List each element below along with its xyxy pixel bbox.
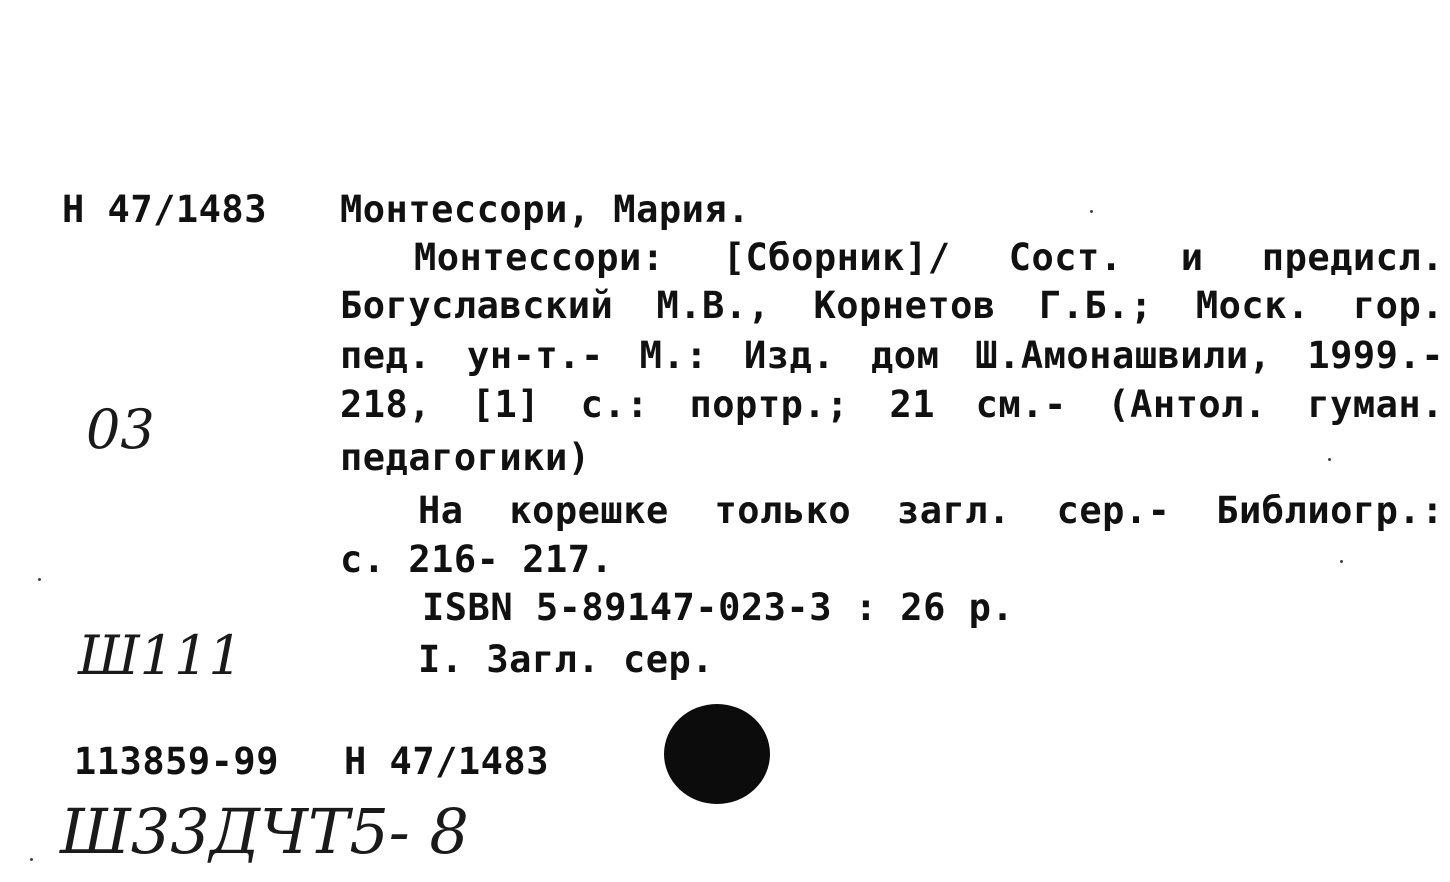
handwritten-code-3: Ш33ДЧТ5- 8 [60, 795, 469, 868]
body-line: пед. ун-т.- М.: Изд. дом Ш.Амонашвили, 1999.- [340, 334, 1444, 377]
scan-speck [30, 858, 33, 861]
scan-speck [38, 578, 41, 581]
scan-speck [1090, 210, 1093, 213]
series-entry: I. Загл. сер. [418, 638, 715, 681]
body-line: Монтессори: [Сборник]/ Сост. и предисл. [414, 236, 1444, 279]
note-line: с. 216- 217. [340, 538, 614, 581]
punch-hole [664, 704, 770, 804]
call-number-bottom: Н 47/1483 [344, 740, 549, 783]
body-line: Богуславский М.В., Корнетов Г.Б.; Моск. гор. [340, 284, 1444, 327]
scan-speck [1328, 458, 1331, 461]
handwritten-code-2: Ш111 [78, 624, 243, 687]
isbn-line: ISBN 5-89147-023-3 : 26 р. [422, 586, 1015, 629]
note-line: На корешке только загл. сер.- Библиогр.: [418, 489, 1444, 532]
heading: Монтессори, Мария. [340, 188, 750, 231]
inventory-number: 113859-99 [74, 740, 279, 783]
scan-speck [1340, 560, 1343, 563]
body-line: педагогики) [340, 436, 591, 479]
body-line: 218, [1] с.: портр.; 21 см.- (Антол. гуман. [340, 383, 1444, 426]
handwritten-code-1: 03 [86, 398, 155, 461]
call-number-top: Н 47/1483 [62, 188, 267, 231]
